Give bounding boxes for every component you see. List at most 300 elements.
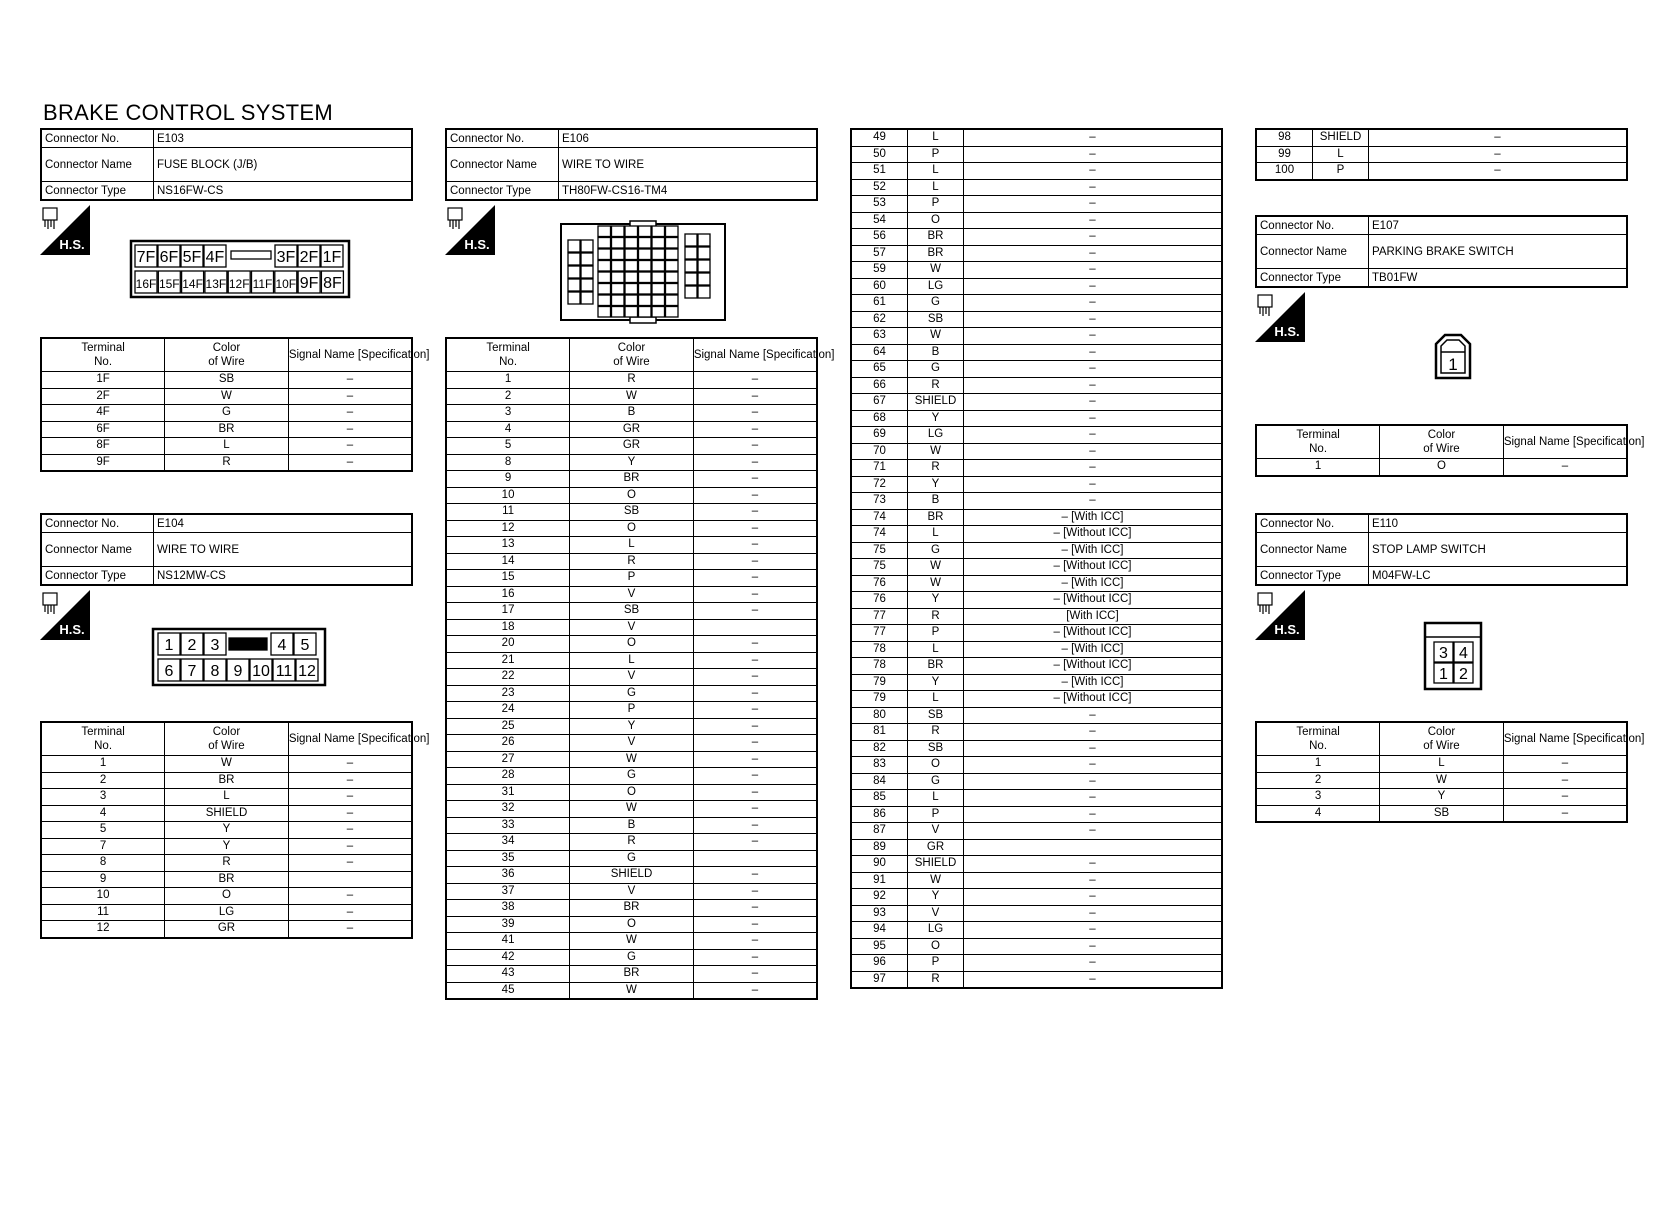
signal-name-cell: – xyxy=(288,904,412,921)
wire-color-cell: P xyxy=(570,570,694,587)
wire-color-cell: R xyxy=(908,724,964,741)
pin-label: 11 xyxy=(275,663,293,680)
signal-name-cell: – xyxy=(964,410,1223,427)
wire-color-cell: SHIELD xyxy=(908,394,964,411)
terminal-row xyxy=(851,179,1222,196)
connector-no-value: E104 xyxy=(154,514,413,533)
terminal-row xyxy=(851,872,1222,889)
terminal-no-header: Terminal No. xyxy=(446,338,570,372)
wire-color-cell: L xyxy=(1313,146,1369,163)
terminal-row xyxy=(41,789,412,806)
wire-color-cell: SB xyxy=(570,603,694,620)
pin-label: 1 xyxy=(1439,666,1448,683)
terminal-row xyxy=(851,938,1222,955)
terminal-row xyxy=(1256,129,1627,146)
signal-name-cell: – xyxy=(964,740,1223,757)
wire-color-cell: Y xyxy=(908,592,964,609)
signal-name-cell: – xyxy=(964,295,1223,312)
pin-label: 15F xyxy=(158,277,180,291)
terminal-no-cell: 75 xyxy=(851,542,908,559)
terminal-row xyxy=(1256,459,1627,476)
terminal-no-cell: 37 xyxy=(446,883,570,900)
terminal-no-cell: 21 xyxy=(446,652,570,669)
signal-name-cell: – xyxy=(288,772,412,789)
wire-color-cell: Y xyxy=(908,889,964,906)
terminal-row xyxy=(41,438,412,455)
terminal-no-cell: 41 xyxy=(446,933,570,950)
signal-name-cell: – xyxy=(964,196,1223,213)
wire-color-cell: SHIELD xyxy=(165,805,289,822)
pin-label: 1F xyxy=(322,249,342,266)
terminal-row xyxy=(446,982,817,999)
terminal-row xyxy=(41,405,412,422)
terminal-no-cell: 2 xyxy=(1256,772,1380,789)
wire-color-cell: O xyxy=(570,784,694,801)
wire-color-cell: G xyxy=(165,405,289,422)
connector-pin xyxy=(666,284,679,295)
signal-name-cell: – xyxy=(693,702,817,719)
connector-info-e103 xyxy=(40,128,413,201)
connector-pin xyxy=(652,238,665,249)
wire-color-cell: G xyxy=(570,850,694,867)
terminal-no-cell: 94 xyxy=(851,922,908,939)
terminal-no-cell: 97 xyxy=(851,971,908,988)
terminal-row xyxy=(851,245,1222,262)
terminal-no-cell: 26 xyxy=(446,735,570,752)
signal-name-cell: – xyxy=(964,971,1223,988)
terminal-row xyxy=(41,805,412,822)
connector-pin xyxy=(685,247,697,259)
terminal-row xyxy=(41,421,412,438)
connector-pin xyxy=(598,261,611,272)
connector-type-value: M04FW-LC xyxy=(1369,567,1628,586)
terminal-row xyxy=(41,372,412,389)
terminal-row xyxy=(851,328,1222,345)
terminal-row xyxy=(446,867,817,884)
wire-color-cell: SHIELD xyxy=(908,856,964,873)
signal-name-cell: – xyxy=(288,855,412,872)
terminal-row xyxy=(1256,146,1627,163)
pin-label: 4 xyxy=(1459,645,1468,662)
wire-color-cell: P xyxy=(908,955,964,972)
connector-pin xyxy=(612,284,625,295)
terminal-row xyxy=(851,856,1222,873)
signal-name-cell: – xyxy=(964,328,1223,345)
terminal-no-cell: 10 xyxy=(446,487,570,504)
wire-color-cell: L xyxy=(908,790,964,807)
terminal-row xyxy=(446,817,817,834)
signal-name-cell xyxy=(693,619,817,636)
terminal-no-cell: 28 xyxy=(446,768,570,785)
connector-pin xyxy=(568,240,580,252)
connector-pin xyxy=(598,284,611,295)
wire-color-cell: G xyxy=(570,685,694,702)
wire-color-cell: SHIELD xyxy=(1313,129,1369,146)
connector-type-label: Connector Type xyxy=(1256,269,1369,288)
connector-pin xyxy=(568,253,580,265)
terminal-no-cell: 16 xyxy=(446,586,570,603)
terminal-row xyxy=(41,871,412,888)
terminal-no-cell: 4 xyxy=(446,421,570,438)
terminal-no-cell: 1 xyxy=(41,756,165,773)
terminal-row xyxy=(851,674,1222,691)
pin-label: 8F xyxy=(323,275,342,292)
terminal-row xyxy=(446,784,817,801)
signal-name-cell: – xyxy=(964,922,1223,939)
connector-pin xyxy=(625,226,638,237)
wire-color-cell: L xyxy=(1380,756,1504,773)
connector-pin xyxy=(652,226,665,237)
wire-color-cell: W xyxy=(1380,772,1504,789)
connector-pin xyxy=(639,226,652,237)
pin-label: 12F xyxy=(228,277,250,291)
connector-pin xyxy=(568,292,580,304)
connector-name-label: Connector Name xyxy=(1256,533,1369,567)
connector-pin xyxy=(625,307,638,318)
terminal-no-header: Terminal No. xyxy=(1256,425,1380,459)
connector-pin xyxy=(612,261,625,272)
connector-type-value: NS12MW-CS xyxy=(154,567,413,586)
terminal-no-cell: 35 xyxy=(446,850,570,867)
connector-pin xyxy=(581,292,593,304)
connector-pin xyxy=(639,295,652,306)
terminal-row xyxy=(851,493,1222,510)
signal-name-cell xyxy=(964,839,1223,856)
hs-label: H.S. xyxy=(464,237,490,252)
terminal-no-cell: 12 xyxy=(41,921,165,938)
terminal-row xyxy=(851,476,1222,493)
terminal-no-cell: 59 xyxy=(851,262,908,279)
pin-label: 5 xyxy=(300,637,310,654)
connector-pin xyxy=(698,260,710,272)
signal-name-cell: – xyxy=(964,493,1223,510)
wire-color-cell: R xyxy=(165,855,289,872)
signal-name-cell: – xyxy=(693,801,817,818)
connector-pin xyxy=(568,266,580,278)
terminal-row xyxy=(41,388,412,405)
terminal-no-cell: 24 xyxy=(446,702,570,719)
signal-name-cell: – xyxy=(964,773,1223,790)
pin-label: 2 xyxy=(187,637,197,654)
signal-name-cell: – [With ICC] xyxy=(964,542,1223,559)
pin-label: 10F xyxy=(275,277,297,291)
terminal-no-cell: 34 xyxy=(446,834,570,851)
terminal-no-cell: 11 xyxy=(41,904,165,921)
terminal-no-cell: 33 xyxy=(446,817,570,834)
terminal-no-cell: 85 xyxy=(851,790,908,807)
signal-name-cell: – xyxy=(693,883,817,900)
signal-name-cell: – [With ICC] xyxy=(964,674,1223,691)
wire-color-cell: R xyxy=(570,834,694,851)
signal-name-cell: – xyxy=(693,784,817,801)
wire-color-cell: L xyxy=(165,789,289,806)
connector-pin xyxy=(639,261,652,272)
color-of-wire-header: Color of Wire xyxy=(570,338,694,372)
pin-label: 16F xyxy=(135,277,157,291)
terminal-row xyxy=(446,652,817,669)
terminal-no-cell: 69 xyxy=(851,427,908,444)
terminal-no-cell: 1 xyxy=(1256,756,1380,773)
connector-face-e103 xyxy=(130,240,350,303)
wire-color-cell: V xyxy=(908,823,964,840)
connector-pin xyxy=(652,261,665,272)
terminal-row xyxy=(446,586,817,603)
terminal-no-cell: 72 xyxy=(851,476,908,493)
signal-name-cell: – [With ICC] xyxy=(964,641,1223,658)
connector-face-e104 xyxy=(152,628,326,691)
terminal-row xyxy=(446,735,817,752)
terminal-no-cell: 66 xyxy=(851,377,908,394)
signal-name-cell: – [Without ICC] xyxy=(964,526,1223,543)
terminal-row xyxy=(851,427,1222,444)
connector-type-value: NS16FW-CS xyxy=(154,182,413,201)
signal-name-cell: – xyxy=(1369,129,1628,146)
terminal-no-cell: 3 xyxy=(41,789,165,806)
pin-label: 2F xyxy=(299,249,319,266)
signal-name-cell: – xyxy=(1369,163,1628,180)
terminal-row xyxy=(446,471,817,488)
terminal-row xyxy=(851,212,1222,229)
wire-color-cell: GR xyxy=(570,421,694,438)
wire-color-cell: R xyxy=(165,454,289,471)
wire-color-cell: W xyxy=(570,801,694,818)
signal-name-cell: – xyxy=(964,806,1223,823)
connector-pin xyxy=(625,272,638,283)
terminal-row xyxy=(41,822,412,839)
pin-label: 14F xyxy=(182,277,203,291)
wire-color-cell: W xyxy=(165,756,289,773)
signal-name-cell: – [Without ICC] xyxy=(964,658,1223,675)
terminal-no-cell: 9 xyxy=(446,471,570,488)
signal-name-cell: – xyxy=(693,636,817,653)
connector-pin xyxy=(625,284,638,295)
hs-label: H.S. xyxy=(1274,324,1300,339)
terminal-row xyxy=(41,888,412,905)
signal-name-header: Signal Name [Specification] xyxy=(288,338,412,372)
connector-name-label: Connector Name xyxy=(446,148,559,182)
terminal-row xyxy=(851,625,1222,642)
terminal-row xyxy=(1256,772,1627,789)
signal-name-header: Signal Name [Specification] xyxy=(288,722,412,756)
signal-name-cell: – xyxy=(288,454,412,471)
wire-color-cell: GR xyxy=(570,438,694,455)
wire-color-cell: W xyxy=(165,388,289,405)
wire-color-cell: V xyxy=(570,735,694,752)
page-title: BRAKE CONTROL SYSTEM xyxy=(43,100,334,125)
signal-name-cell: – xyxy=(964,229,1223,246)
terminal-row xyxy=(446,603,817,620)
connector-pin xyxy=(581,279,593,291)
wire-color-cell: R xyxy=(908,377,964,394)
pin-label: 3F xyxy=(276,249,296,266)
terminal-row xyxy=(446,421,817,438)
connector-pin xyxy=(652,295,665,306)
terminal-no-header: Terminal No. xyxy=(1256,722,1380,756)
signal-name-cell: – xyxy=(288,388,412,405)
terminal-no-cell: 1 xyxy=(1256,459,1380,476)
connector-type-label: Connector Type xyxy=(41,182,154,201)
terminal-row xyxy=(41,756,412,773)
terminal-no-cell: 17 xyxy=(446,603,570,620)
terminal-row xyxy=(851,823,1222,840)
terminal-row xyxy=(851,806,1222,823)
terminal-no-cell: 100 xyxy=(1256,163,1313,180)
terminal-no-cell: 53 xyxy=(851,196,908,213)
wire-color-cell: L xyxy=(908,526,964,543)
wire-color-cell: LG xyxy=(908,922,964,939)
terminal-no-cell: 31 xyxy=(446,784,570,801)
signal-name-cell: – xyxy=(693,388,817,405)
connector-pin xyxy=(666,238,679,249)
signal-name-cell: – xyxy=(693,454,817,471)
terminal-table-e106-c xyxy=(1255,128,1628,181)
pin-label: 9 xyxy=(233,663,243,680)
signal-name-cell: – xyxy=(964,377,1223,394)
signal-name-cell: – xyxy=(1503,459,1627,476)
terminal-row xyxy=(446,685,817,702)
signal-name-cell: – xyxy=(693,685,817,702)
wire-color-cell: W xyxy=(570,388,694,405)
signal-name-cell: – xyxy=(693,504,817,521)
signal-name-cell: – xyxy=(288,438,412,455)
connector-pin xyxy=(598,295,611,306)
pin-label: 13F xyxy=(205,277,227,291)
signal-name-cell: – xyxy=(964,394,1223,411)
signal-name-header: Signal Name [Specification] xyxy=(1503,722,1627,756)
terminal-no-cell: 74 xyxy=(851,509,908,526)
wire-color-cell: Y xyxy=(908,410,964,427)
wire-color-cell: BR xyxy=(165,421,289,438)
terminal-no-cell: 36 xyxy=(446,867,570,884)
wire-color-cell: Y xyxy=(908,674,964,691)
terminal-row xyxy=(851,790,1222,807)
wire-color-cell: W xyxy=(570,751,694,768)
pin-label: 1 xyxy=(1448,355,1458,374)
terminal-no-cell: 3 xyxy=(446,405,570,422)
wire-color-cell: W xyxy=(570,933,694,950)
connector-pin xyxy=(625,238,638,249)
connector-pin xyxy=(612,238,625,249)
connector-no-label: Connector No. xyxy=(41,129,154,148)
terminal-no-cell: 8 xyxy=(446,454,570,471)
harness-side-icon xyxy=(40,205,90,255)
terminal-row xyxy=(851,146,1222,163)
terminal-row xyxy=(851,740,1222,757)
signal-name-cell: – xyxy=(288,421,412,438)
wire-color-cell: LG xyxy=(165,904,289,921)
connector-no-label: Connector No. xyxy=(1256,514,1369,533)
terminal-row xyxy=(851,724,1222,741)
terminal-no-cell: 95 xyxy=(851,938,908,955)
connector-type-label: Connector Type xyxy=(446,182,559,201)
terminal-no-cell: 61 xyxy=(851,295,908,312)
connector-pin xyxy=(625,249,638,260)
wire-color-cell: Y xyxy=(1380,789,1504,806)
connector-pin xyxy=(698,286,710,298)
signal-name-cell: – xyxy=(964,311,1223,328)
signal-name-cell: – xyxy=(288,372,412,389)
pin-label: 6F xyxy=(159,249,179,266)
terminal-no-cell: 1F xyxy=(41,372,165,389)
connector-key xyxy=(229,638,267,650)
wire-color-cell: W xyxy=(908,443,964,460)
terminal-row xyxy=(851,658,1222,675)
terminal-no-cell: 76 xyxy=(851,575,908,592)
harness-side-icon xyxy=(1255,292,1305,342)
terminal-no-cell: 90 xyxy=(851,856,908,873)
wire-color-cell: O xyxy=(570,487,694,504)
terminal-no-cell: 42 xyxy=(446,949,570,966)
connector-face-e106 xyxy=(560,220,726,329)
connector-pin xyxy=(639,249,652,260)
connector-type-value: TH80FW-CS16-TM4 xyxy=(559,182,818,201)
signal-name-cell: – xyxy=(1503,772,1627,789)
terminal-no-cell: 38 xyxy=(446,900,570,917)
signal-name-cell: – xyxy=(964,476,1223,493)
signal-name-cell: – xyxy=(693,751,817,768)
connector-pin xyxy=(666,226,679,237)
wire-color-cell: V xyxy=(570,619,694,636)
signal-name-cell: – xyxy=(964,443,1223,460)
signal-name-cell: – xyxy=(288,789,412,806)
signal-name-cell: – xyxy=(693,933,817,950)
signal-name-cell: – xyxy=(964,262,1223,279)
harness-side-icon xyxy=(445,205,495,255)
terminal-no-cell: 62 xyxy=(851,311,908,328)
terminal-no-cell: 89 xyxy=(851,839,908,856)
terminal-row xyxy=(446,751,817,768)
signal-name-cell: – xyxy=(288,921,412,938)
terminal-no-cell: 45 xyxy=(446,982,570,999)
wire-color-cell: V xyxy=(908,905,964,922)
connector-pin xyxy=(685,260,697,272)
terminal-table-e106-a xyxy=(445,337,835,1000)
terminal-row xyxy=(851,526,1222,543)
connector-pin xyxy=(666,272,679,283)
wire-color-cell: G xyxy=(570,768,694,785)
color-of-wire-header: Color of Wire xyxy=(165,722,289,756)
pin-label: 3 xyxy=(210,637,220,654)
terminal-no-cell: 64 xyxy=(851,344,908,361)
wire-color-cell: SB xyxy=(165,372,289,389)
connector-pin xyxy=(685,234,697,246)
connector-info-e106 xyxy=(445,128,818,201)
connector-pin xyxy=(625,295,638,306)
harness-side-icon xyxy=(1255,590,1305,640)
wire-color-cell: B xyxy=(908,493,964,510)
terminal-no-cell: 25 xyxy=(446,718,570,735)
terminal-no-cell: 82 xyxy=(851,740,908,757)
signal-name-cell: – xyxy=(288,888,412,905)
wire-color-cell: SB xyxy=(908,740,964,757)
terminal-no-cell: 75 xyxy=(851,559,908,576)
terminal-row xyxy=(446,636,817,653)
signal-name-cell xyxy=(288,871,412,888)
terminal-row xyxy=(41,838,412,855)
pin-label: 2 xyxy=(1459,666,1468,683)
terminal-no-cell: 3 xyxy=(1256,789,1380,806)
terminal-no-cell: 27 xyxy=(446,751,570,768)
terminal-no-cell: 2F xyxy=(41,388,165,405)
connector-pin xyxy=(652,307,665,318)
connector-pin xyxy=(612,295,625,306)
signal-name-cell: – xyxy=(964,129,1223,146)
color-of-wire-header: Color of Wire xyxy=(165,338,289,372)
wire-color-cell: O xyxy=(570,916,694,933)
signal-name-cell: – xyxy=(964,955,1223,972)
terminal-table-e104 xyxy=(40,721,430,939)
signal-name-cell: – [Without ICC] xyxy=(964,559,1223,576)
